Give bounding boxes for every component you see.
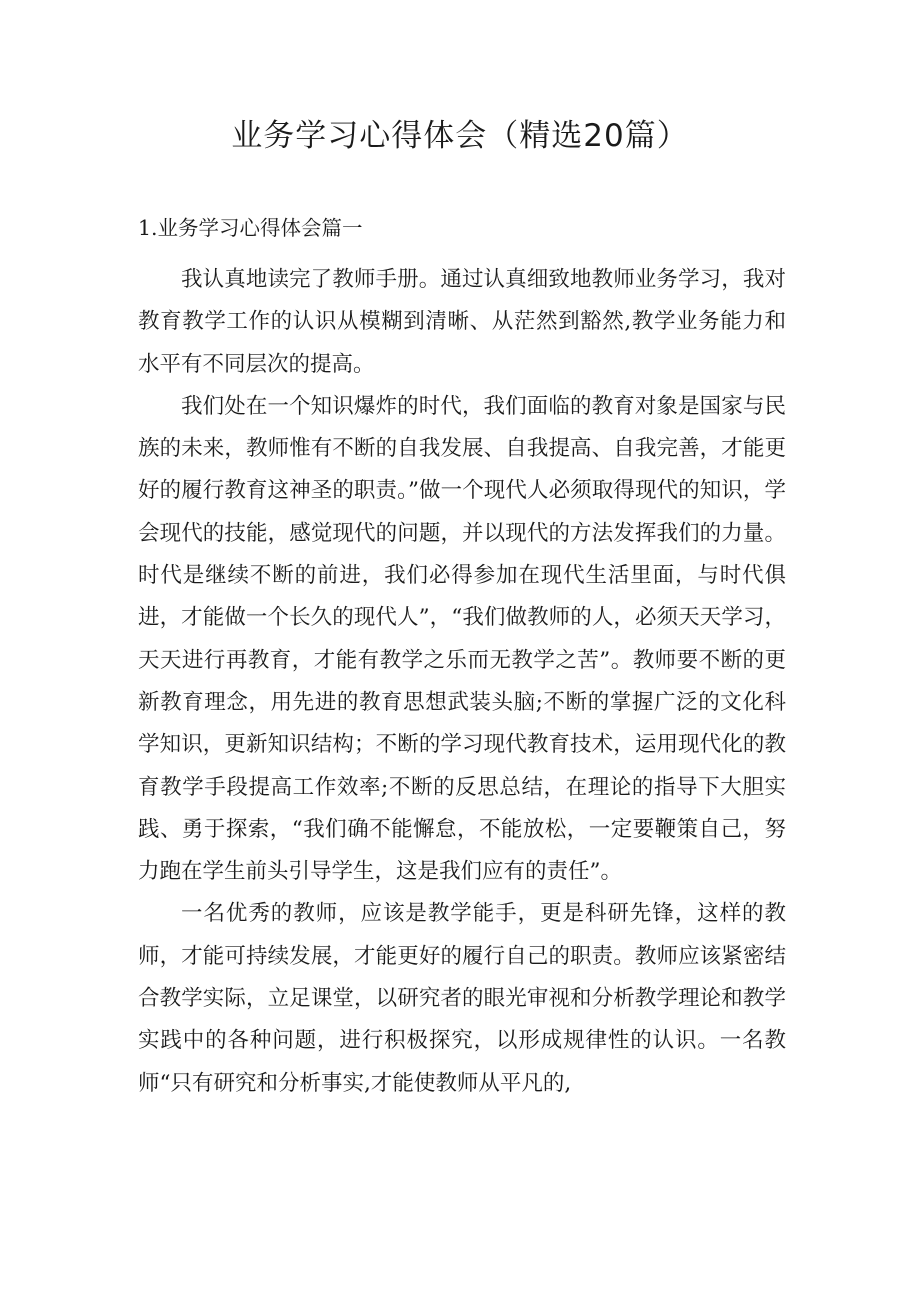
document-title: 业务学习心得体会（精选20篇） — [231, 118, 689, 154]
paragraph-1: 我认真地读完了教师手册。通过认真细致地教师业务学习，我对教育教学工作的认识从模糊到清晰、从茫然到豁然,教学业务能力和水平有不同层次的提高。 — [138, 267, 786, 377]
paragraph-3: 一名优秀的教师，应该是教学能手，更是科研先锋，这样的教师，才能可持续发展，才能更好的履行自己的职责。教师应该紧密结合教学实际，立足课堂，以研究者的眼光审视和分析教学理论和教学实践中的各种问题，进行积极探究，以形成规律性的认识。一名教师“只有研究和分析事实,才能使教师从平凡的, — [138, 901, 786, 1096]
document-body — [138, 207, 786, 1105]
section-heading: 1.业务学习心得体会篇一 — [138, 216, 363, 240]
paragraph-2: 我们处在一个知识爆炸的时代，我们面临的教育对象是国家与民族的未来，教师惟有不断的自我发展、自我提高、自我完善，才能更好的履行教育这神圣的职责。”做一个现代人必须取得现代的知识，学会现代的技能，感觉现代的问题，并以现代的方法发挥我们的力量。时代是继续不断的前进，我们必得参加在现代生活里面，与时代俱进，才能做一个长久的现代人”，“我们做教师的人，必须天天学习，天天进行再教育，才能有教学之乐而无教学之苦”。教师要不断的更新教育理念，用先进的教育思想武装头脑;不断的掌握广泛的文化科学知识，更新知识结构；不断的学习现代教育技术，运用现代化的教育教学手段提高工作效率;不断的反思总结，在理论的指导下大胆实践、勇于探索，“我们确不能懈怠，不能放松，一定要鞭策自己，努力跑在学生前头引导学生，这是我们应有的责任”。 — [138, 393, 786, 885]
